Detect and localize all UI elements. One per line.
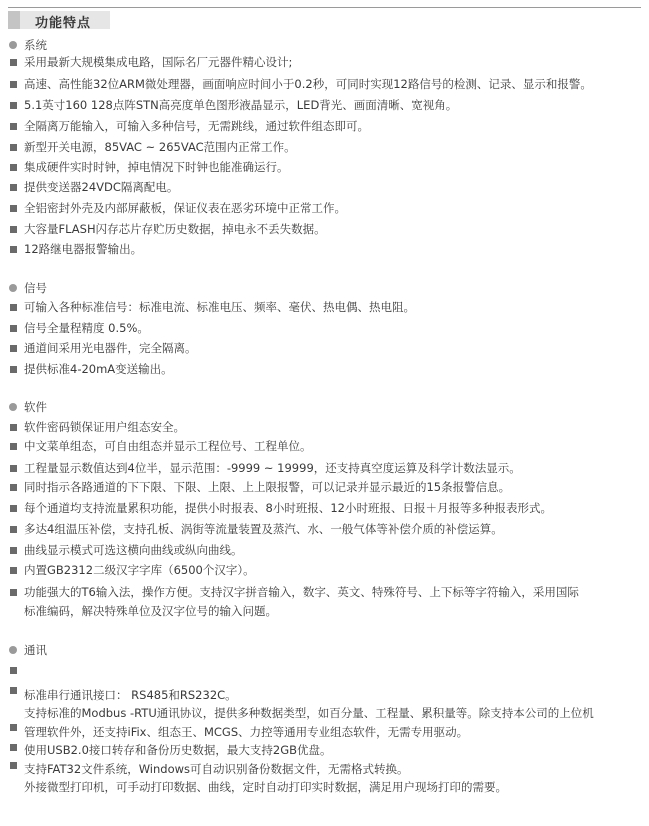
square-bullet-icon: [10, 164, 17, 171]
square-bullet-icon: [10, 744, 17, 751]
list-item: 通道间采用光电器件，完全隔离。: [24, 341, 197, 355]
section-title: 通讯: [24, 643, 47, 657]
section-bullet-icon: [9, 41, 17, 49]
list-item: 多达4组温压补偿，支持孔板、涡街等流量装置及蒸汽、水、一般气体等补偿介质的补偿运算。: [24, 522, 503, 536]
square-bullet-icon: [10, 59, 17, 66]
list-item: 管理软件外，还支持iFix、组态王、MCGS、力控等通用专业组态软件，无需专用驱动。: [24, 725, 469, 739]
list-item: 软件密码锁保证用户组态安全。: [24, 420, 185, 434]
list-item: 标准串行通讯接口： RS485和RS232C。: [24, 688, 237, 702]
square-bullet-icon: [10, 123, 17, 130]
section-bullet-icon: [9, 403, 17, 411]
list-item: 12路继电器报警输出。: [24, 242, 143, 256]
section-title: 信号: [24, 281, 47, 295]
square-bullet-icon: [10, 226, 17, 233]
square-bullet-icon: [10, 424, 17, 431]
square-bullet-icon: [10, 484, 17, 491]
list-item: 标准编码，解决特殊单位及汉字位号的输入问题。: [24, 604, 277, 618]
square-bullet-icon: [10, 762, 17, 769]
square-bullet-icon: [10, 526, 17, 533]
square-bullet-icon: [10, 505, 17, 512]
square-bullet-icon: [10, 325, 17, 332]
square-bullet-icon: [10, 724, 17, 731]
square-bullet-icon: [10, 443, 17, 450]
list-item: 高速、高性能32位ARM微处理器，画面响应时间小于0.2秒，可同时实现12路信号的检测、记录、显示和报警。: [24, 77, 592, 91]
square-bullet-icon: [10, 687, 17, 694]
square-bullet-icon: [10, 246, 17, 253]
list-item: 新型开关电源，85VAC ~ 265VAC范围内正常工作。: [24, 140, 296, 154]
square-bullet-icon: [10, 102, 17, 109]
section-bullet-icon: [9, 284, 17, 292]
square-bullet-icon: [10, 345, 17, 352]
list-item: 内置GB2312二级汉字字库（6500个汉字）。: [24, 563, 255, 577]
square-bullet-icon: [10, 547, 17, 554]
list-item: 功能强大的T6输入法，操作方便。支持汉字拼音输入，数字、英文、特殊符号、上下标等字符输入，采用国际: [24, 585, 579, 599]
square-bullet-icon: [10, 366, 17, 373]
list-item: 全铝密封外壳及内部屏蔽板，保证仪表在恶劣环境中正常工作。: [24, 201, 346, 215]
page-title: 功能特点: [35, 16, 92, 31]
list-item: 集成硬件实时时钟，掉电情况下时钟也能准确运行。: [24, 160, 289, 174]
list-item: 可输入各种标准信号：标准电流、标准电压、频率、毫伏、热电偶、热电阻。: [24, 300, 415, 314]
square-bullet-icon: [10, 589, 17, 596]
top-divider: [8, 7, 641, 8]
square-bullet-icon: [10, 205, 17, 212]
list-item: 支持FAT32文件系统，Windows可自动识别备份数据文件，无需格式转换。: [24, 762, 409, 776]
list-item: 曲线显示模式可选这横向曲线或纵向曲线。: [24, 543, 243, 557]
square-bullet-icon: [10, 567, 17, 574]
list-item: 信号全量程精度 0.5%。: [24, 321, 149, 335]
square-bullet-icon: [10, 81, 17, 88]
section-header: [8, 11, 110, 29]
square-bullet-icon: [10, 144, 17, 151]
list-item: 提供标准4-20mA变送输出。: [24, 362, 173, 376]
list-item: 5.1英寸160 128点阵STN高亮度单色图形液晶显示，LED背光、画面清晰、宽视角。: [24, 98, 458, 112]
list-item: 同时指示各路通道的下下限、下限、上限、上上限报警，可以记录并显示最近的15条报警信息。: [24, 480, 511, 494]
list-item: 使用USB2.0接口转存和备份历史数据，最大支持2GB优盘。: [24, 743, 332, 757]
list-item: 全隔离万能输入，可输入多种信号，无需跳线，通过软件组态即可。: [24, 119, 369, 133]
section-bullet-icon: [9, 646, 17, 654]
section-title: 系统: [24, 38, 47, 52]
section-title: 软件: [24, 400, 47, 414]
header-accent: [8, 11, 20, 29]
list-item: 中文菜单组态，可自由组态并显示工程位号、工程单位。: [24, 439, 312, 453]
list-item: 支持标准的Modbus -RTU通讯协议，提供多种数据类型，如百分量、工程量、累积量等。除支持本公司的上位机: [24, 706, 594, 720]
list-item: 每个通道均支持流量累积功能，提供小时报表、8小时班报、12小时班报、日报＋月报等多种报表形式。: [24, 501, 552, 515]
list-item: 大容量FLASH闪存芯片存贮历史数据，掉电永不丢失数据。: [24, 222, 326, 236]
square-bullet-icon: [10, 304, 17, 311]
square-bullet-icon: [10, 465, 17, 472]
list-item: 采用最新大规模集成电路，国际名厂元器件精心设计;: [24, 55, 293, 69]
square-bullet-icon: [10, 667, 17, 674]
list-item: 外接微型打印机，可手动打印数据、曲线，定时自动打印实时数据，满足用户现场打印的需要。: [24, 780, 507, 794]
square-bullet-icon: [10, 184, 17, 191]
list-item: 工程量显示数值达到4位半，显示范围：-9999 ~ 19999，还支持真空度运算及科学计数法显示。: [24, 461, 521, 475]
list-item: 提供变送器24VDC隔离配电。: [24, 180, 179, 194]
